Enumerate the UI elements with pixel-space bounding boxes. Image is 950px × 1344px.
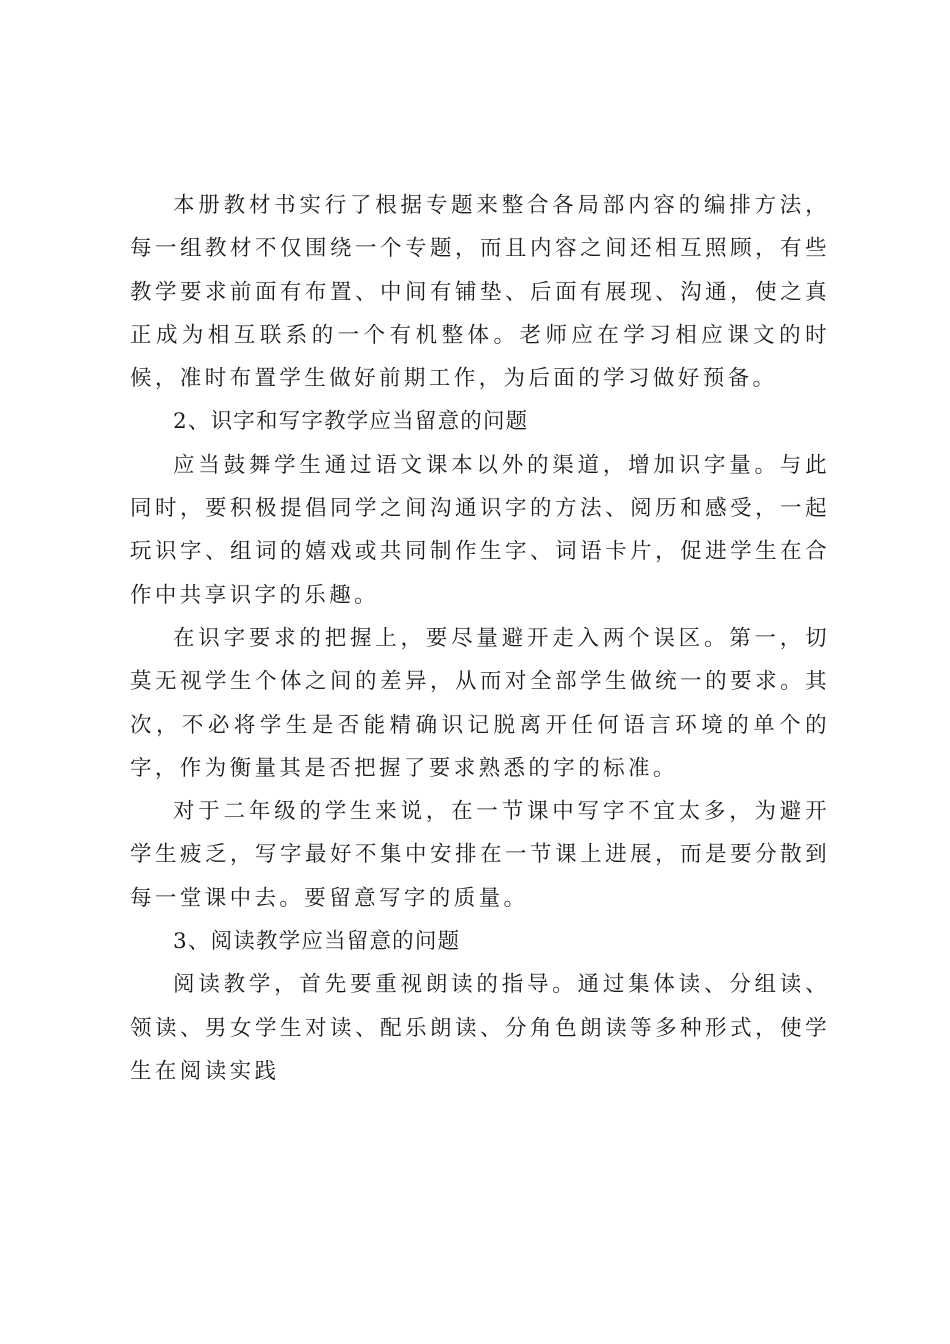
paragraph-reading-instruction: 阅读教学，首先要重视朗读的指导。通过集体读、分组读、领读、男女学生对读、配乐朗读、分角色朗读等多种形式，使学生在阅读实践 [130, 972, 830, 1084]
section-heading-reading: 3、阅读教学应当留意的问题 [173, 929, 461, 955]
paragraph-textbook-structure: 本册教材书实行了根据专题来整合各局部内容的编排方法，每一组教材不仅围绕一个专题，而且内容之间还相互照顾，有些教学要求前面有布置、中间有铺垫、后面有展现、沟通，使之真正成为相互联系的一个有机整体。老师应在学习相应课文的时候，准时布置学生做好前期工作，为后面的学习做好预备。 [130, 193, 830, 392]
paragraph-writing-practice: 对于二年级的学生来说，在一节课中写字不宜太多，为避开学生疲乏，写字最好不集中安排在一节课上进展，而是要分散到每一堂课中去。要留意写字的质量。 [130, 799, 830, 911]
section-heading-literacy-writing: 2、识字和写字教学应当留意的问题 [173, 409, 529, 435]
paragraph-literacy-encouragement: 应当鼓舞学生通过语文课本以外的渠道，增加识字量。与此同时，要积极提倡同学之间沟通识字的方法、阅历和感受，一起玩识字、组词的嬉戏或共同制作生字、词语卡片，促进学生在合作中共享识字的乐趣。 [130, 452, 830, 608]
paragraph-literacy-misconceptions: 在识字要求的把握上，要尽量避开走入两个误区。第一，切莫无视学生个体之间的差异，从而对全部学生做统一的要求。其次，不必将学生是否能精确识记脱离开任何语言环境的单个的字，作为衡量其是否把握了要求熟悉的字的标准。 [130, 625, 830, 781]
document-body [130, 184, 830, 1093]
